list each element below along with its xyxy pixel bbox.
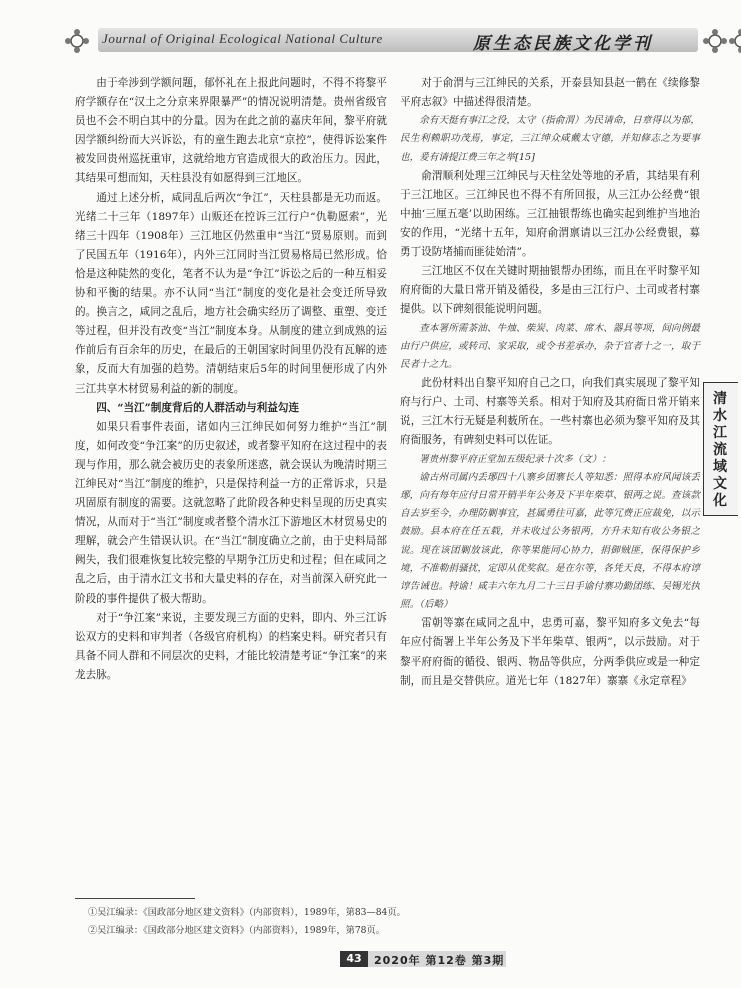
footnote: ②吴江编录：《国政部分地区建文资料》（内部资料），1989年，第78页。 (88, 925, 385, 936)
right-column (400, 74, 700, 691)
journal-title-cn: 原生态民族文化学刊 (473, 34, 653, 54)
running-header (58, 24, 738, 62)
paragraph: 通过上述分析，咸同乱后两次“争江”，天柱县都是无功而返。光绪二十三年（1897年）山贩还在控诉三江行户“仇勒愿索”，光绪三十四年（1908年）三江地区仍然重申“当江”贸易原则。而到了民国五年（1916年），内外三江同时当江贸易格局已然形成。恰恰是这种陡然的变化，笔者不认为是“争江”诉讼之后的一种互相妥协和平衡的结果。亦不认同“当江”制度的变化是社会变迁所导致的。换言之，咸同之乱后，地方社会确实经历了调整、重塑、变迁等过程，但并没有改变“当江”制度本身。从制度的建立到成熟的运作前后有百余年的历史，在最后的王朝国家时间里仍没有瓦解的迹象，反而大有加强的趋势。清朝结束后5年的时间里便形成了内外三江共享木材贸易利益的新的制度。 (75, 191, 387, 395)
paragraph: 俞渭顺利处理三江绅民与天柱坌处等地的矛盾，其结果有利于三江地区。三江绅民也不得不有所回报，从三江办公经费“银中抽‘三厘五毫’以助困练。三江抽银帮练也确实起到维护当地治安的作用，“光绪十五年，知府俞渭禀请以三江办公经费银，募勇丁设防堵捕而匪徒始清”。 (400, 169, 700, 259)
paragraph: 对于俞渭与三江绅民的关系，开泰县知县赵一鹤在《续修黎平府志叙》中描述得很清楚。 (400, 77, 700, 109)
paragraph: 对于“争江案”来说，主要发现三方面的史料，即内、外三江诉讼双方的史料和审判者（各级官府机构）的档案史料。研究者只有具备不同人群和不同层次的史料，才能比较清楚考证“争江案”的来龙去脉。 (75, 611, 387, 681)
section-side-tab (703, 382, 738, 516)
block-quote: 余有天挺有事江之役，太守（指俞渭）为民请命，日章得以为郁，民生利赖职功茂焉，事定，三江绅众咸戴太守德，并知修志之为要事也，爰有请提江费三年之举[15] (400, 115, 700, 163)
left-column (75, 74, 387, 685)
paragraph: 三江地区不仅在关键时期抽银帮办团练，而且在平时黎平知府府衙的大量日常开销及循役，多是由三江行户、土司或者村寨提供。以下碑刻很能说明问题。 (400, 265, 700, 316)
paragraph: 由于牵涉到学额问题，郁怀礼在上报此问题时，不得不将黎平府学额存在“汉土之分京来界限暴严”的情况说明清楚。贵州省级官员也不会不明白其中的分量。因为在此之前的嘉庆年间，黎平府就因学额纠纷而大兴诉讼，有的童生跑去北京“京控”，使得诉讼案件被发回贵州巡抚重审，这就给地方官造成很大的政治压力。因此，其结果可想而知，天柱县没有如愿得到三江地区。 (75, 77, 387, 185)
ornament-icon (702, 28, 728, 54)
section-heading: 四、“当江”制度背后的人群活动与利益勾连 (96, 401, 300, 414)
page-number: 43 (340, 951, 368, 967)
paragraph: 如果只看事件表面，诸如内三江绅民如何努力维护“当江”制度，如何改变“争江案”的历史叙述，或者黎平知府在这过程中的表现与作用，那么就会被历史的表象所迷惑，就会误认为晚清时期三江绅民对“当江”制度的维护，只是保持利益一方的正常诉求，只是巩固原有制度的需要。这就忽略了此阶段各种史料呈现的历史真实情况，从而对于“当江”制度或者整个清水江下游地区木材贸易史的理解，就会产生错误认识。在“当江”制度确立之前，由于史料局部阙失，我们很难恢复比较完整的早期争江历史和过程；但在咸同之乱之后，由于清水江文书和大量史料的存在，对当前深入研究此一阶段的事件提供了极大帮助。 (75, 420, 387, 605)
ornament-icon (728, 28, 741, 54)
paragraph: 雷朝等寨在咸同之乱中，忠勇可嘉，黎平知府多文免去“每年应付衙署上半年公务及下半年柴草、银两”，以示鼓励。对于黎平府府衙的循役、银两、物品等供应，分两季供应或是一种定制，而且是交替供应。道光七年（1827年）寨寨《永定章程》 (400, 617, 700, 687)
side-tab-label: 清水江流域文化 (713, 391, 727, 509)
paragraph: 此份材料出自黎平知府自己之口，向我们真实展现了黎平知府与行户、土司、村寨等关系。相对于知府及其府衙日常开销来说，三江木行无疑是利薮所在。一些村寨也必须为黎平知府及其府衙服务，有碑刻史料可以佐证。 (400, 377, 700, 447)
footnote-rule (75, 898, 195, 899)
footnote: ①吴江编录：《国政部分地区建文资料》（内部资料），1989年，第83—84页。 (88, 907, 406, 918)
journal-title-en: Journal of Original Ecological National Culture (102, 31, 383, 46)
block-quote: 查本署所需茶油、牛烛、柴炭、肉菜、席木、器具等项，间向例最由行户供应，或转司、家采取，或令书差承办，杂于官者十之一，取于民者十之九。 (400, 322, 700, 370)
issue-info: 2020年 第12卷 第3期 (374, 954, 505, 967)
ornament-icon (64, 28, 90, 54)
block-quote: 谕古州司属内丢琊四十八寨乡团寨长人等知悉：照得本府风闻该丢琊，向有每年应付日常开销半年公务及下半年柴草、银两之说。查该款自去岁至今，办理防剿事宜，甚属勇往可嘉，此等冗费正应裁免，以示鼓励。县本府在任五载，并未收过公务银两，方升未知有收公务银之说。现在该团剿放该此，你等果能同心协力，捐御贼匪，保得保护乡境，不准勒捐骚扰，定即从优奖叙。是在尔等，各凭天良，不得本府谆谆告诫也。特谕！咸丰六年九月二十三日手谕付寨功勤团练、吴锡光执照。（后略） (400, 471, 700, 611)
block-quote: 署贵州黎平府正堂加五级纪录十次多（文）： (419, 453, 612, 465)
